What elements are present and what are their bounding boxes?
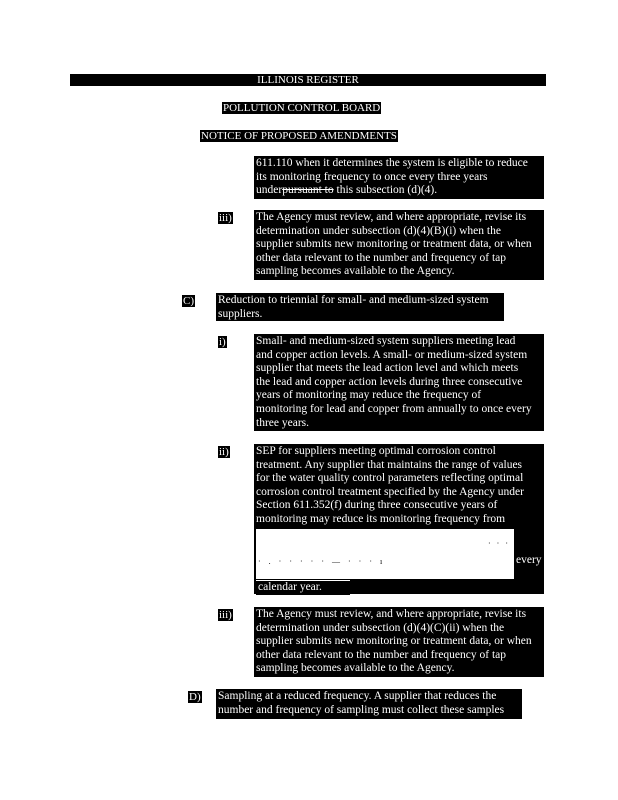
- register-title: ILLINOIS REGISTER: [257, 74, 359, 86]
- text-line: determination under subsection (d)(4)(C)(ii) when the: [256, 621, 505, 634]
- scan-speckle: · . · · · · · — · · · ı: [258, 557, 386, 566]
- text-line: sampling becomes available to the Agency.: [256, 265, 455, 278]
- paragraph-c-i: [254, 334, 544, 431]
- item-label-c-i: i): [219, 336, 226, 348]
- text-fragment: this subsection (d)(4).: [333, 184, 438, 197]
- text-line: corrosion control treatment specified by the Agency under: [256, 485, 524, 498]
- redacted-region: [256, 528, 514, 579]
- text-line: suppliers.: [218, 307, 263, 320]
- register-banner: [70, 74, 546, 86]
- text-line: the lead and copper action levels during three consecutive: [256, 375, 523, 388]
- text-fragment: under: [256, 184, 283, 197]
- text-line: its monitoring frequency to once every three years: [256, 170, 488, 183]
- item-label-c: C): [183, 295, 194, 307]
- scan-speckle: · · ·: [488, 539, 510, 548]
- item-label-b-iii: iii): [219, 212, 232, 224]
- text-line: supplier submits new monitoring or treatment data, or when: [256, 635, 532, 648]
- text-line: supplier that meets the lead action level and which meets: [256, 362, 519, 375]
- text-line: monitoring for lead and copper from annually to once every: [256, 402, 532, 415]
- text-line: The Agency must review, and where appropriate, revise its: [256, 608, 527, 620]
- notice-title: NOTICE OF PROPOSED AMENDMENTS: [201, 130, 397, 142]
- item-label-d: D): [189, 691, 201, 703]
- text-line: sampling becomes available to the Agency.: [256, 662, 455, 675]
- text-line: Small- and medium-sized system suppliers meeting lead: [256, 335, 516, 347]
- board-title: POLLUTION CONTROL BOARD: [223, 102, 381, 114]
- text-line: supplier submits new monitoring or treatment data, or when: [256, 238, 532, 251]
- text-line: The Agency must review, and where appropriate, revise its: [256, 211, 527, 223]
- item-label-c-ii: ii): [219, 446, 229, 458]
- paragraph-c-iii: [254, 607, 544, 677]
- text-line: 611.110 when it determines the system is eligible to reduce: [256, 157, 528, 169]
- text-line: treatment. Any supplier that maintains the range of values: [256, 458, 523, 471]
- text-line: determination under subsection (d)(4)(B)(i) when the: [256, 224, 501, 237]
- text-line: Section 611.352(f) during three consecutive years of: [256, 499, 498, 512]
- continuation-paragraph: [254, 156, 544, 199]
- text-line: other data relevant to the number and frequency of tap: [256, 251, 507, 264]
- text-line: years of monitoring may reduce the frequency of: [256, 389, 482, 402]
- text-line: SEP for suppliers meeting optimal corrosion control: [256, 445, 496, 457]
- paragraph-d: [216, 689, 522, 719]
- item-label-c-iii: iii): [219, 609, 232, 621]
- every-fragment: every: [516, 554, 542, 566]
- struck-text: pursuant to: [282, 184, 334, 197]
- text-line: other data relevant to the number and frequency of tap: [256, 648, 507, 661]
- text-line: for the water quality control parameters reflecting optimal: [256, 472, 524, 485]
- text-line: three years.: [256, 416, 309, 429]
- text-line: and copper action levels. A small- or medium-sized system: [256, 348, 528, 361]
- text-line: Sampling at a reduced frequency. A supplier that reduces the: [218, 690, 497, 702]
- paragraph-c: [216, 293, 504, 321]
- text-line: [256, 184, 542, 198]
- tail-line: calendar year.: [258, 581, 322, 593]
- text-line: number and frequency of sampling must collect these samples: [218, 703, 505, 716]
- text-line: monitoring may reduce its monitoring frequency from: [256, 512, 506, 525]
- text-line: Reduction to triennial for small- and medium-sized system: [218, 294, 489, 306]
- paragraph-b-iii: [254, 210, 544, 280]
